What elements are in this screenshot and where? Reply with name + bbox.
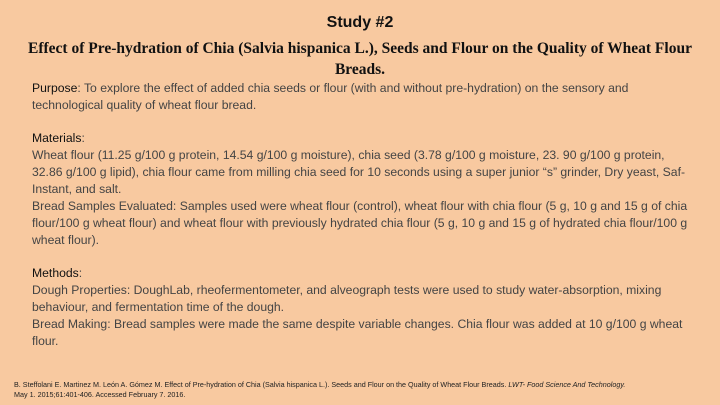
purpose-label: Purpose bbox=[32, 81, 78, 95]
citation bbox=[14, 380, 714, 400]
paper-title: Effect of Pre-hydration of Chia (Salvia hispanica L.), Seeds and Flour on the Quality of Wheat Flour Breads. bbox=[28, 40, 692, 78]
methods-dough: Dough Properties: DoughLab, rheofermentometer, and alveograph tests were used to study water-absorption, mixing behaviour, and fermentation time of the dough. bbox=[32, 283, 662, 314]
purpose-paragraph bbox=[32, 80, 692, 114]
materials-colon: : bbox=[81, 131, 85, 145]
materials-heading bbox=[32, 130, 692, 147]
purpose-text: : To explore the effect of added chia seeds or flour (with and without pre-hydration) on the sensory and technological quality of wheat flour bread. bbox=[32, 81, 629, 112]
methods-colon: : bbox=[78, 266, 83, 280]
materials-samples: Bread Samples Evaluated: Samples used were wheat flour (control), wheat flour with chia flour (5 g, 10 g and 15 g of chia flour/100 g wheat flour) and wheat flour with previously hydrated chia flour (5 g, 10 g and 15 g of hydrated chia flour/100 g wheat flour). bbox=[32, 199, 688, 247]
materials-label: Materials bbox=[32, 131, 82, 145]
materials-ingredients: Wheat flour (11.25 g/100 g protein, 14.54 g/100 g moisture), chia seed (3.78 g/100 g moisture, 23. 90 g/100 g protein, 32.86 g/100 g lipid), chia flour came from milling chia seed for 10 seconds using a super junior “s” grinder, Dry yeast, Saf-Instant, and salt. bbox=[32, 148, 686, 196]
citation-details: May 1. 2015;61:401-406. Accessed February 7. 2016. bbox=[14, 390, 186, 399]
citation-journal: LWT- Food Science And Technology. bbox=[508, 380, 626, 389]
materials-section bbox=[32, 130, 692, 249]
methods-section bbox=[32, 265, 692, 350]
methods-label: Methods bbox=[32, 266, 79, 280]
study-title: Study #2 bbox=[326, 14, 394, 31]
methods-bread: Bread Making: Bread samples were made the same despite variable changes. Chia flour was added at 10 g/100 g wheat flour. bbox=[32, 317, 683, 348]
methods-heading bbox=[32, 265, 692, 282]
citation-authors-title: B. Steffolani E. Martinez M. León A. Gómez M. Effect of Pre-hydration of Chia (Salvia hispanica L.). Seeds and Flour on the Quality of Wheat Flour Breads. bbox=[14, 380, 507, 389]
purpose-section bbox=[32, 80, 692, 114]
